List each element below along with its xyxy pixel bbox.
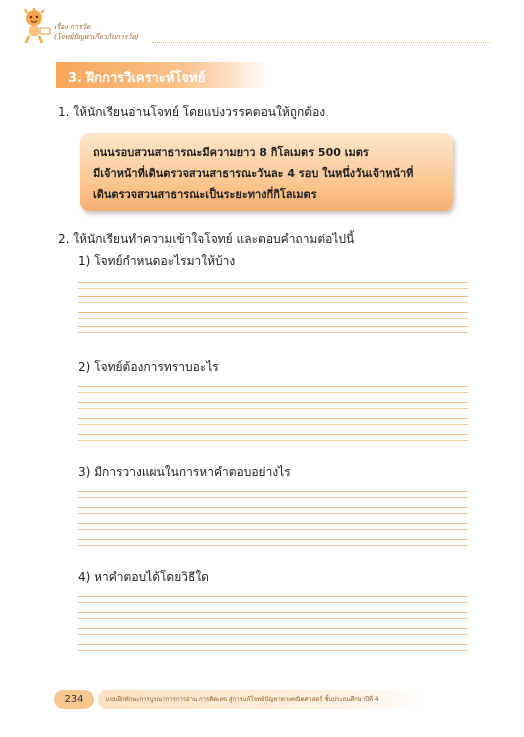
question-1: 1. ให้นักเรียนอ่านโจทย์ โดยแบ่งวรรคตอนให้ถูกต้อง (58, 105, 326, 119)
page-header (22, 8, 502, 48)
problem-line: ถนนรอบสวนสาธารณะมีความยาว 8 กิโลเมตร 500 เมตร (93, 146, 369, 159)
problem-line: มีเจ้าหน้าที่เดินตรวจสวนสาธารณะวันละ 4 รอบ ในหนึ่งวันเจ้าหน้าที่ (93, 167, 414, 180)
footer-text: แบบฝึกทักษะการบูรณาการการอ่าน การคิดเลข สู่การแก้โจทย์ปัญหาทางคณิตศาสตร์ ชั้นประถมศึกษาปีที่ 4 (98, 690, 428, 709)
section-title: 3. ฝึกการวิเคราะห์โจทย์ (56, 62, 268, 88)
sub-question-1: 1) โจทย์กำหนดอะไรมาให้บ้าง (78, 254, 236, 268)
page-number: 234 (54, 690, 94, 709)
problem-line: เดินตรวจสวนสาธารณะเป็นระยะทางกี่กิโลเมตร (93, 188, 317, 201)
sub-question-2: 2) โจทย์ต้องการทราบอะไร (78, 360, 219, 374)
header-divider (152, 42, 490, 43)
sub-question-4: 4) หาคำตอบได้โดยวิธีใด (78, 570, 209, 584)
sub-question-3: 3) มีการวางแผนในการหาคำตอบอย่างไร (78, 465, 291, 479)
problem-box (80, 133, 453, 211)
question-2: 2. ให้นักเรียนทำความเข้าใจโจทย์ และตอบคำถามต่อไปนี้ (58, 232, 355, 246)
header-line-1: เรื่อง การวัด (54, 23, 91, 31)
header-text (54, 22, 139, 42)
header-line-2: (โจทย์ปัญหาเกี่ยวกับการวัด) (54, 33, 139, 41)
mascot-icon (22, 8, 52, 44)
